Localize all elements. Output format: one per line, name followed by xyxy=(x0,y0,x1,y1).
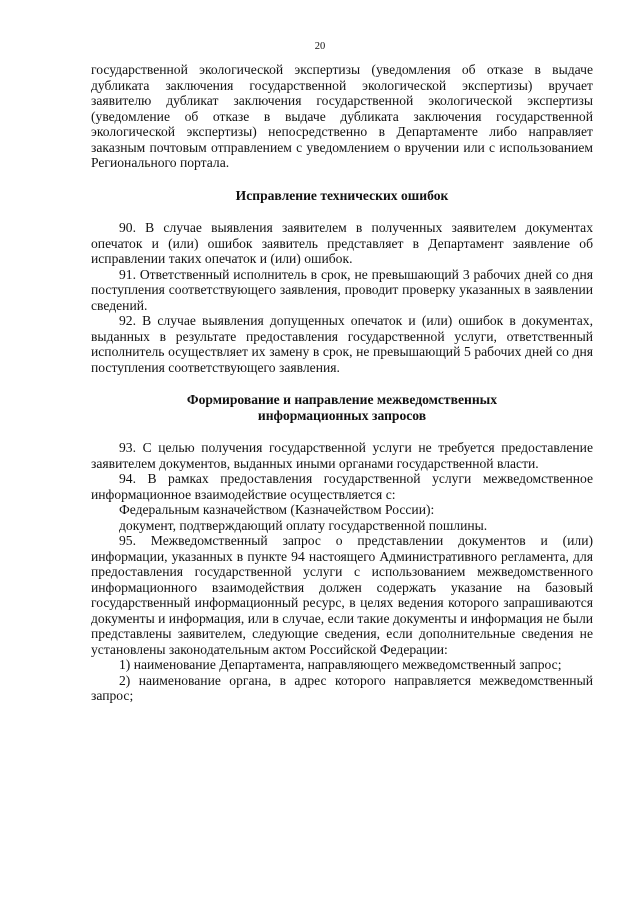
section-heading-line-2: информационных запросов xyxy=(257,407,427,423)
section-heading-technical-errors: Исправление технических ошибок xyxy=(235,187,449,203)
paragraph-93: 93. С целью получения государственной услуги не требуется предоставление заявителем документов, выданных иными органами государственной власти. xyxy=(91,440,593,471)
paragraph-94-treasury: Федеральным казначейством (Казначейством России): xyxy=(119,502,435,517)
section-heading-line-1: Формирование и направление межведомственных xyxy=(186,392,498,407)
section-heading-interagency-requests xyxy=(91,392,593,423)
paragraph-continuation: государственной экологической экспертизы (уведомления об отказе в выдаче дубликата заключения государственной экологической экспертизы) вручает заявителю дубликат заключения государственной экологической экспертизы (уведомление об отказе в выдаче дубликата заключения государственной экологической экспертизы) непосредственно в Департаменте либо направляет заказным почтовым отправлением с уведомлением о вручении или с использованием Регионального портала. xyxy=(91,62,593,170)
list-item-95-1: 1) наименование Департамента, направляющего межведомственный запрос; xyxy=(119,657,562,672)
list-item-95-2: 2) наименование органа, в адрес которого направляется межведомственный запрос; xyxy=(91,672,593,703)
paragraph-90: 90. В случае выявления заявителем в полученных заявителем документах опечаток и (или) ошибок заявитель представляет в Департамент заявление об исправлении таких опечаток и (или) ошибок. xyxy=(91,220,593,266)
paragraph-92: 92. В случае выявления допущенных опечаток и (или) ошибок в документах, выданных в результате предоставления государственной услуги, ответственный исполнитель осуществляет их замену в срок, не превышающий 5 рабочих дней со дня поступления соответствующего заявления. xyxy=(91,313,593,375)
document-body xyxy=(91,62,593,704)
paragraph-91: 91. Ответственный исполнитель в срок, не превышающий 3 рабочих дней со дня поступления соответствующего заявления, проводит проверку указанных в заявлении сведений. xyxy=(91,266,593,313)
page-number: 20 xyxy=(314,41,326,52)
paragraph-94: 94. В рамках предоставления государственной услуги межведомственное информационное взаимодействие осуществляется с: xyxy=(91,471,593,502)
paragraph-94-document: документ, подтверждающий оплату государственной пошлины. xyxy=(119,517,488,533)
paragraph-95: 95. Межведомственный запрос о представлении документов и (или) информации, указанных в пункте 94 настоящего Административного регламента, для предоставления государственной услуги с использованием межведомственного информационного взаимодействия должен содержать указание на базовый государственный информационный ресурс, в целях ведения которого запрашиваются документы и информация, или в случае, если такие документы и информация не были представлены заявителем, следующие сведения, если дополнительные сведения не установлены законодательным актом Российской Федерации: xyxy=(91,533,593,657)
